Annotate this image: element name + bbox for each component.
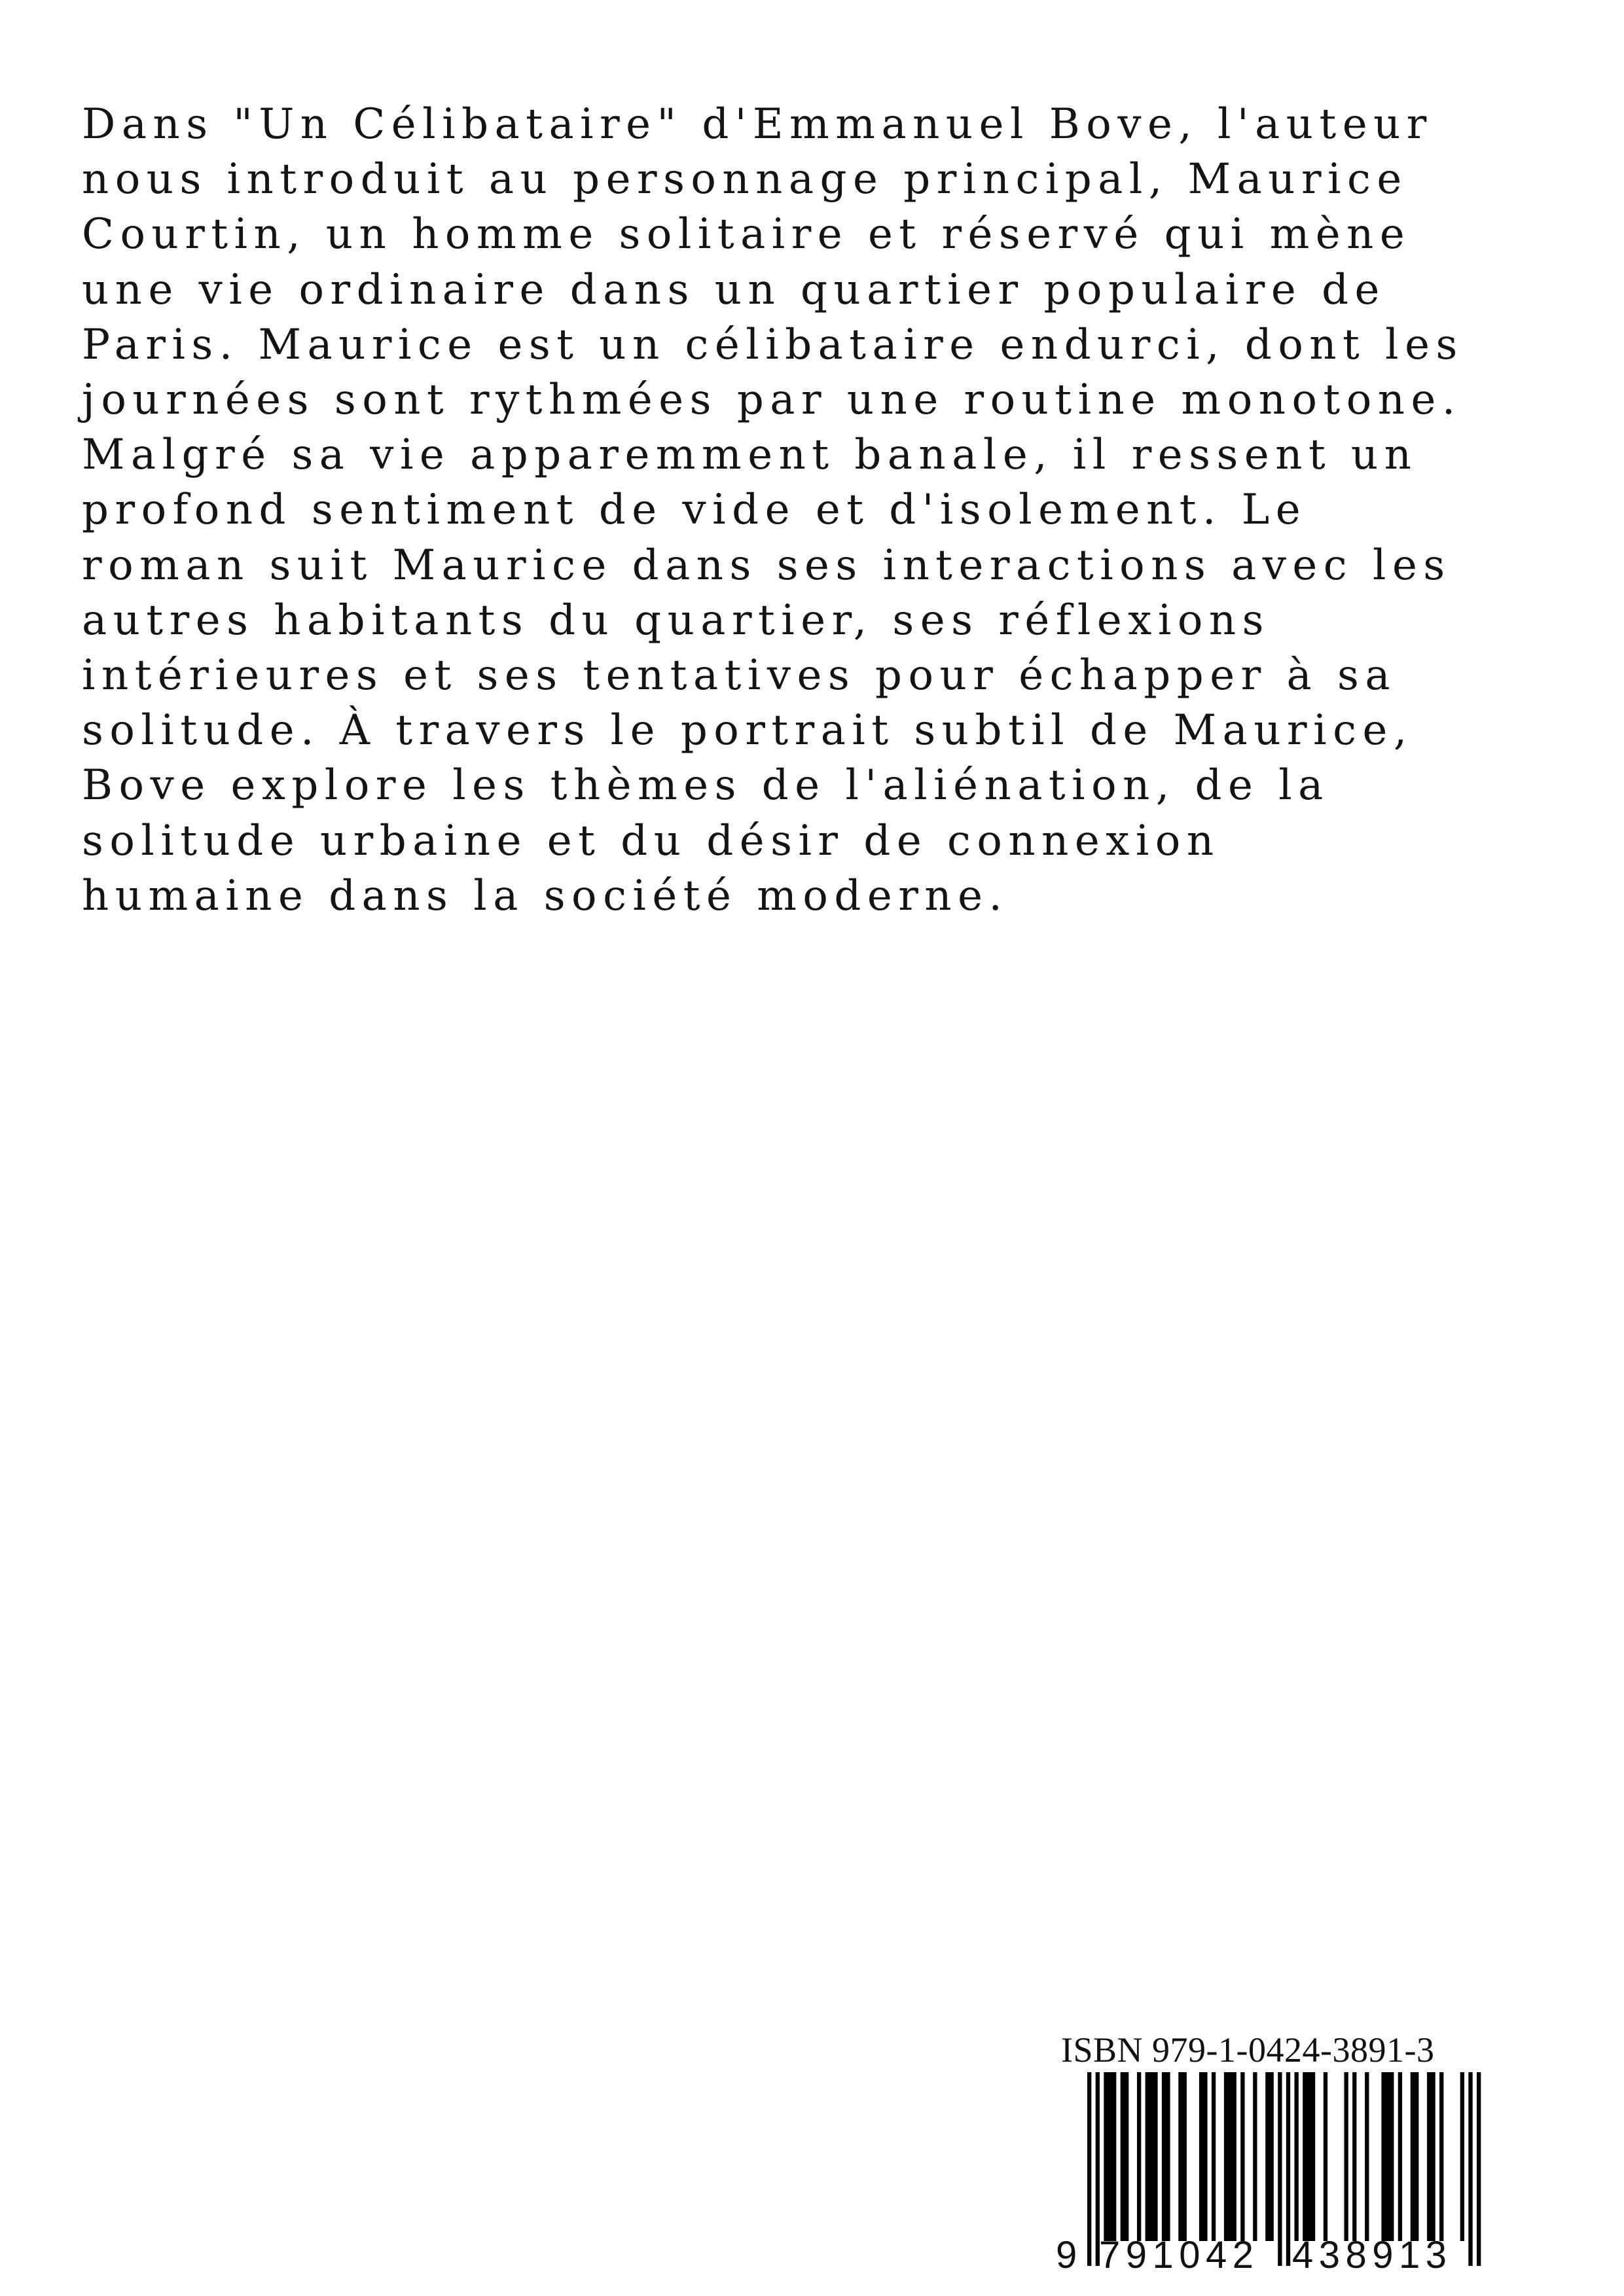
summary-line: humaine dans la société moderne. [82, 871, 1009, 920]
barcode-bar [1365, 2072, 1369, 2241]
summary-line: solitude. À travers le portrait subtil de Maurice, [82, 706, 1413, 755]
barcode-bar [1240, 2072, 1244, 2241]
barcode-bar [1178, 2072, 1187, 2241]
summary-line: intérieures et ses tentatives pour échapper à sa [82, 651, 1397, 700]
barcode-bar [1253, 2072, 1257, 2241]
barcode-right-digits: 438913 [1292, 2234, 1453, 2276]
barcode-bar [1398, 2072, 1402, 2241]
barcode-bar [1344, 2072, 1348, 2241]
summary-line: journées sont rythmées par une routine monotone. [82, 376, 1462, 425]
barcode-bar [1352, 2072, 1356, 2241]
barcode-bar [1265, 2072, 1274, 2241]
summary-line: Dans "Un Célibataire" d'Emmanuel Bove, l'auteur [82, 100, 1433, 149]
barcode-bar [1460, 2072, 1464, 2241]
summary-line: solitude urbaine et du désir de connexion [82, 816, 1220, 865]
summary-line: roman suit Maurice dans ses interactions avec les [82, 541, 1451, 590]
barcode-guard-bar [1087, 2072, 1091, 2266]
isbn-label: ISBN 979-1-0424-3891-3 [1061, 2030, 1435, 2070]
barcode-bar [1199, 2072, 1208, 2241]
summary-line: Bove explore les thèmes de l'aliénation, de la [82, 761, 1329, 810]
barcode-bar [1295, 2072, 1299, 2241]
summary-line: autres habitants du quartier, ses réflexions [82, 596, 1270, 645]
barcode-bar [1212, 2072, 1216, 2241]
summary-line: profond sentiment de vide et d'isolement. Le [82, 486, 1307, 535]
barcode-bar [1439, 2072, 1443, 2241]
barcode-guard-bar [1286, 2072, 1290, 2266]
barcode-bar [1324, 2072, 1327, 2241]
summary-line: Courtin, un homme solitaire et réservé qui mène [82, 210, 1411, 259]
barcode-guard-bar [1468, 2072, 1472, 2266]
barcode-left-digits: 791042 [1099, 2234, 1259, 2276]
book-summary [82, 97, 1574, 924]
barcode-bar [1104, 2072, 1116, 2241]
barcode-bar [1137, 2072, 1141, 2241]
barcode-guard-bar [1477, 2072, 1481, 2266]
barcode-first-digit: 9 [1056, 2234, 1077, 2276]
barcode-bar [1427, 2072, 1435, 2241]
summary-line: nous introduit au personnage principal, Maurice [82, 155, 1408, 204]
barcode-bar [1303, 2072, 1315, 2241]
barcode-bar [1224, 2072, 1236, 2241]
isbn-barcode [1055, 2030, 1506, 2279]
summary-line: Paris. Maurice est un célibataire endurci, dont les [82, 320, 1464, 369]
barcode-bar [1381, 2072, 1394, 2241]
barcode-bar [1121, 2072, 1129, 2241]
barcode-bar [1146, 2072, 1158, 2241]
summary-line: une vie ordinaire dans un quartier populaire de [82, 265, 1386, 314]
summary-line: Malgré sa vie apparemment banale, il ressent un [82, 431, 1418, 480]
barcode-bar [1411, 2072, 1419, 2241]
barcode-guard-bar [1278, 2072, 1282, 2266]
barcode-bar [1162, 2072, 1170, 2241]
